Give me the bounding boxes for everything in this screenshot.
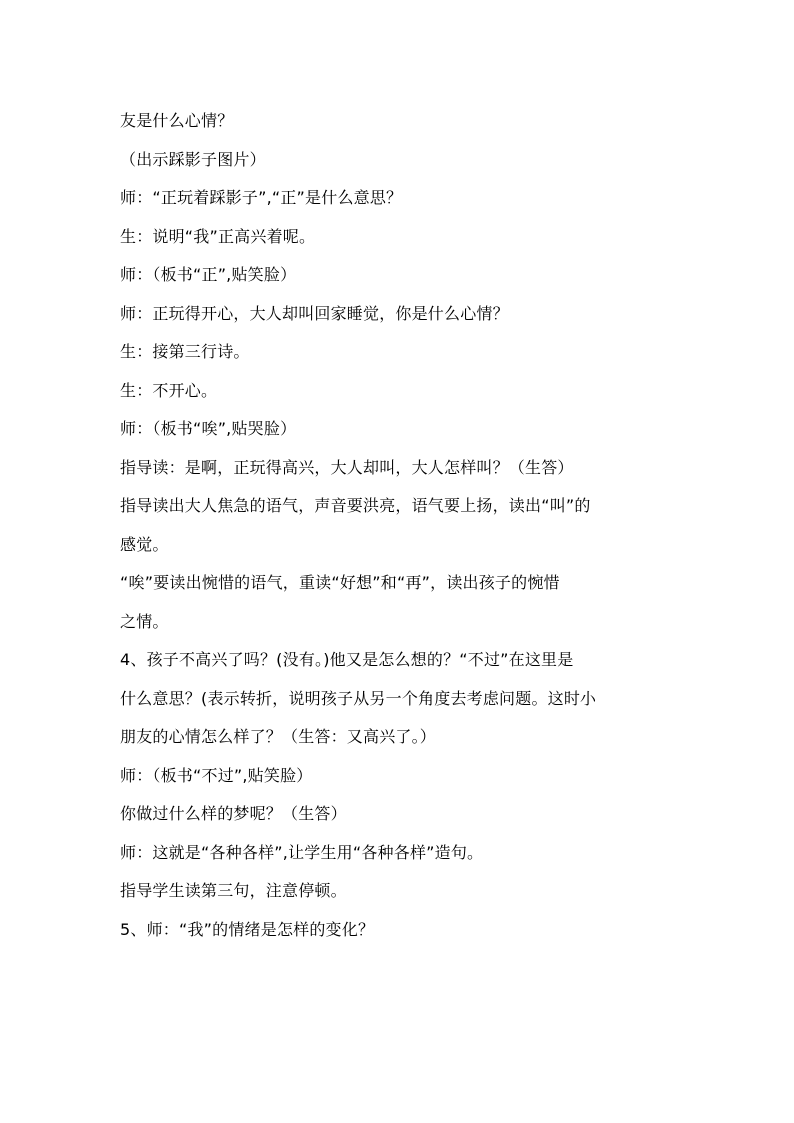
text-line: 4、孩子不高兴了吗？(没有。)他又是怎么想的？“不过”在这里是 (120, 650, 574, 669)
text-line: 生：说明“我”正高兴着呢。 (120, 226, 316, 246)
text-line: 师：正玩得开心，大人却叫回家睡觉，你是什么心情？ (120, 303, 509, 323)
text-line: 师：（板书“唉”,贴哭脸） (120, 419, 297, 438)
text-line: 感觉。 (120, 534, 169, 554)
text-line: 指导学生读第三句，注意停顿。 (120, 881, 347, 900)
text-line: 生：不开心。 (120, 380, 218, 400)
text-line: 指导读出大人焦急的语气，声音要洪亮，语气要上扬，读出“叫”的 (120, 496, 591, 515)
text-line: 师：“正玩着踩影子”,“正”是什么意思？ (120, 188, 403, 207)
text-line: 之情。 (120, 611, 169, 631)
text-line: 师：（板书“不过”,贴笑脸） (120, 765, 313, 785)
text-line: 生：接第三行诗。 (120, 342, 250, 361)
text-line: 师：这就是“各种各样”,让学生用“各种各样”造句。 (120, 842, 484, 862)
text-line: （出示踩影子图片） (120, 149, 266, 169)
text-line: 什么意思？(表示转折，说明孩子从另一个角度去考虑问题。这时小 (120, 688, 597, 708)
text-line: 朋友的心情怎么样了？（生答：又高兴了。） (120, 727, 437, 746)
text-line: 指导读：是啊，正玩得高兴，大人却叫，大人怎样叫？（生答） (120, 457, 574, 477)
text-line: 你做过什么样的梦呢？（生答） (120, 804, 347, 823)
text-line: 友是什么心情？ (120, 111, 234, 130)
document-body (120, 102, 680, 949)
text-line: 5、师：“我”的情绪是怎样的变化？ (120, 919, 375, 939)
text-line: 师：（板书“正”,贴笑脸） (120, 265, 297, 284)
text-line: “唉”要读出惋惜的语气，重读“好想”和“再”，读出孩子的惋惜 (120, 573, 560, 592)
